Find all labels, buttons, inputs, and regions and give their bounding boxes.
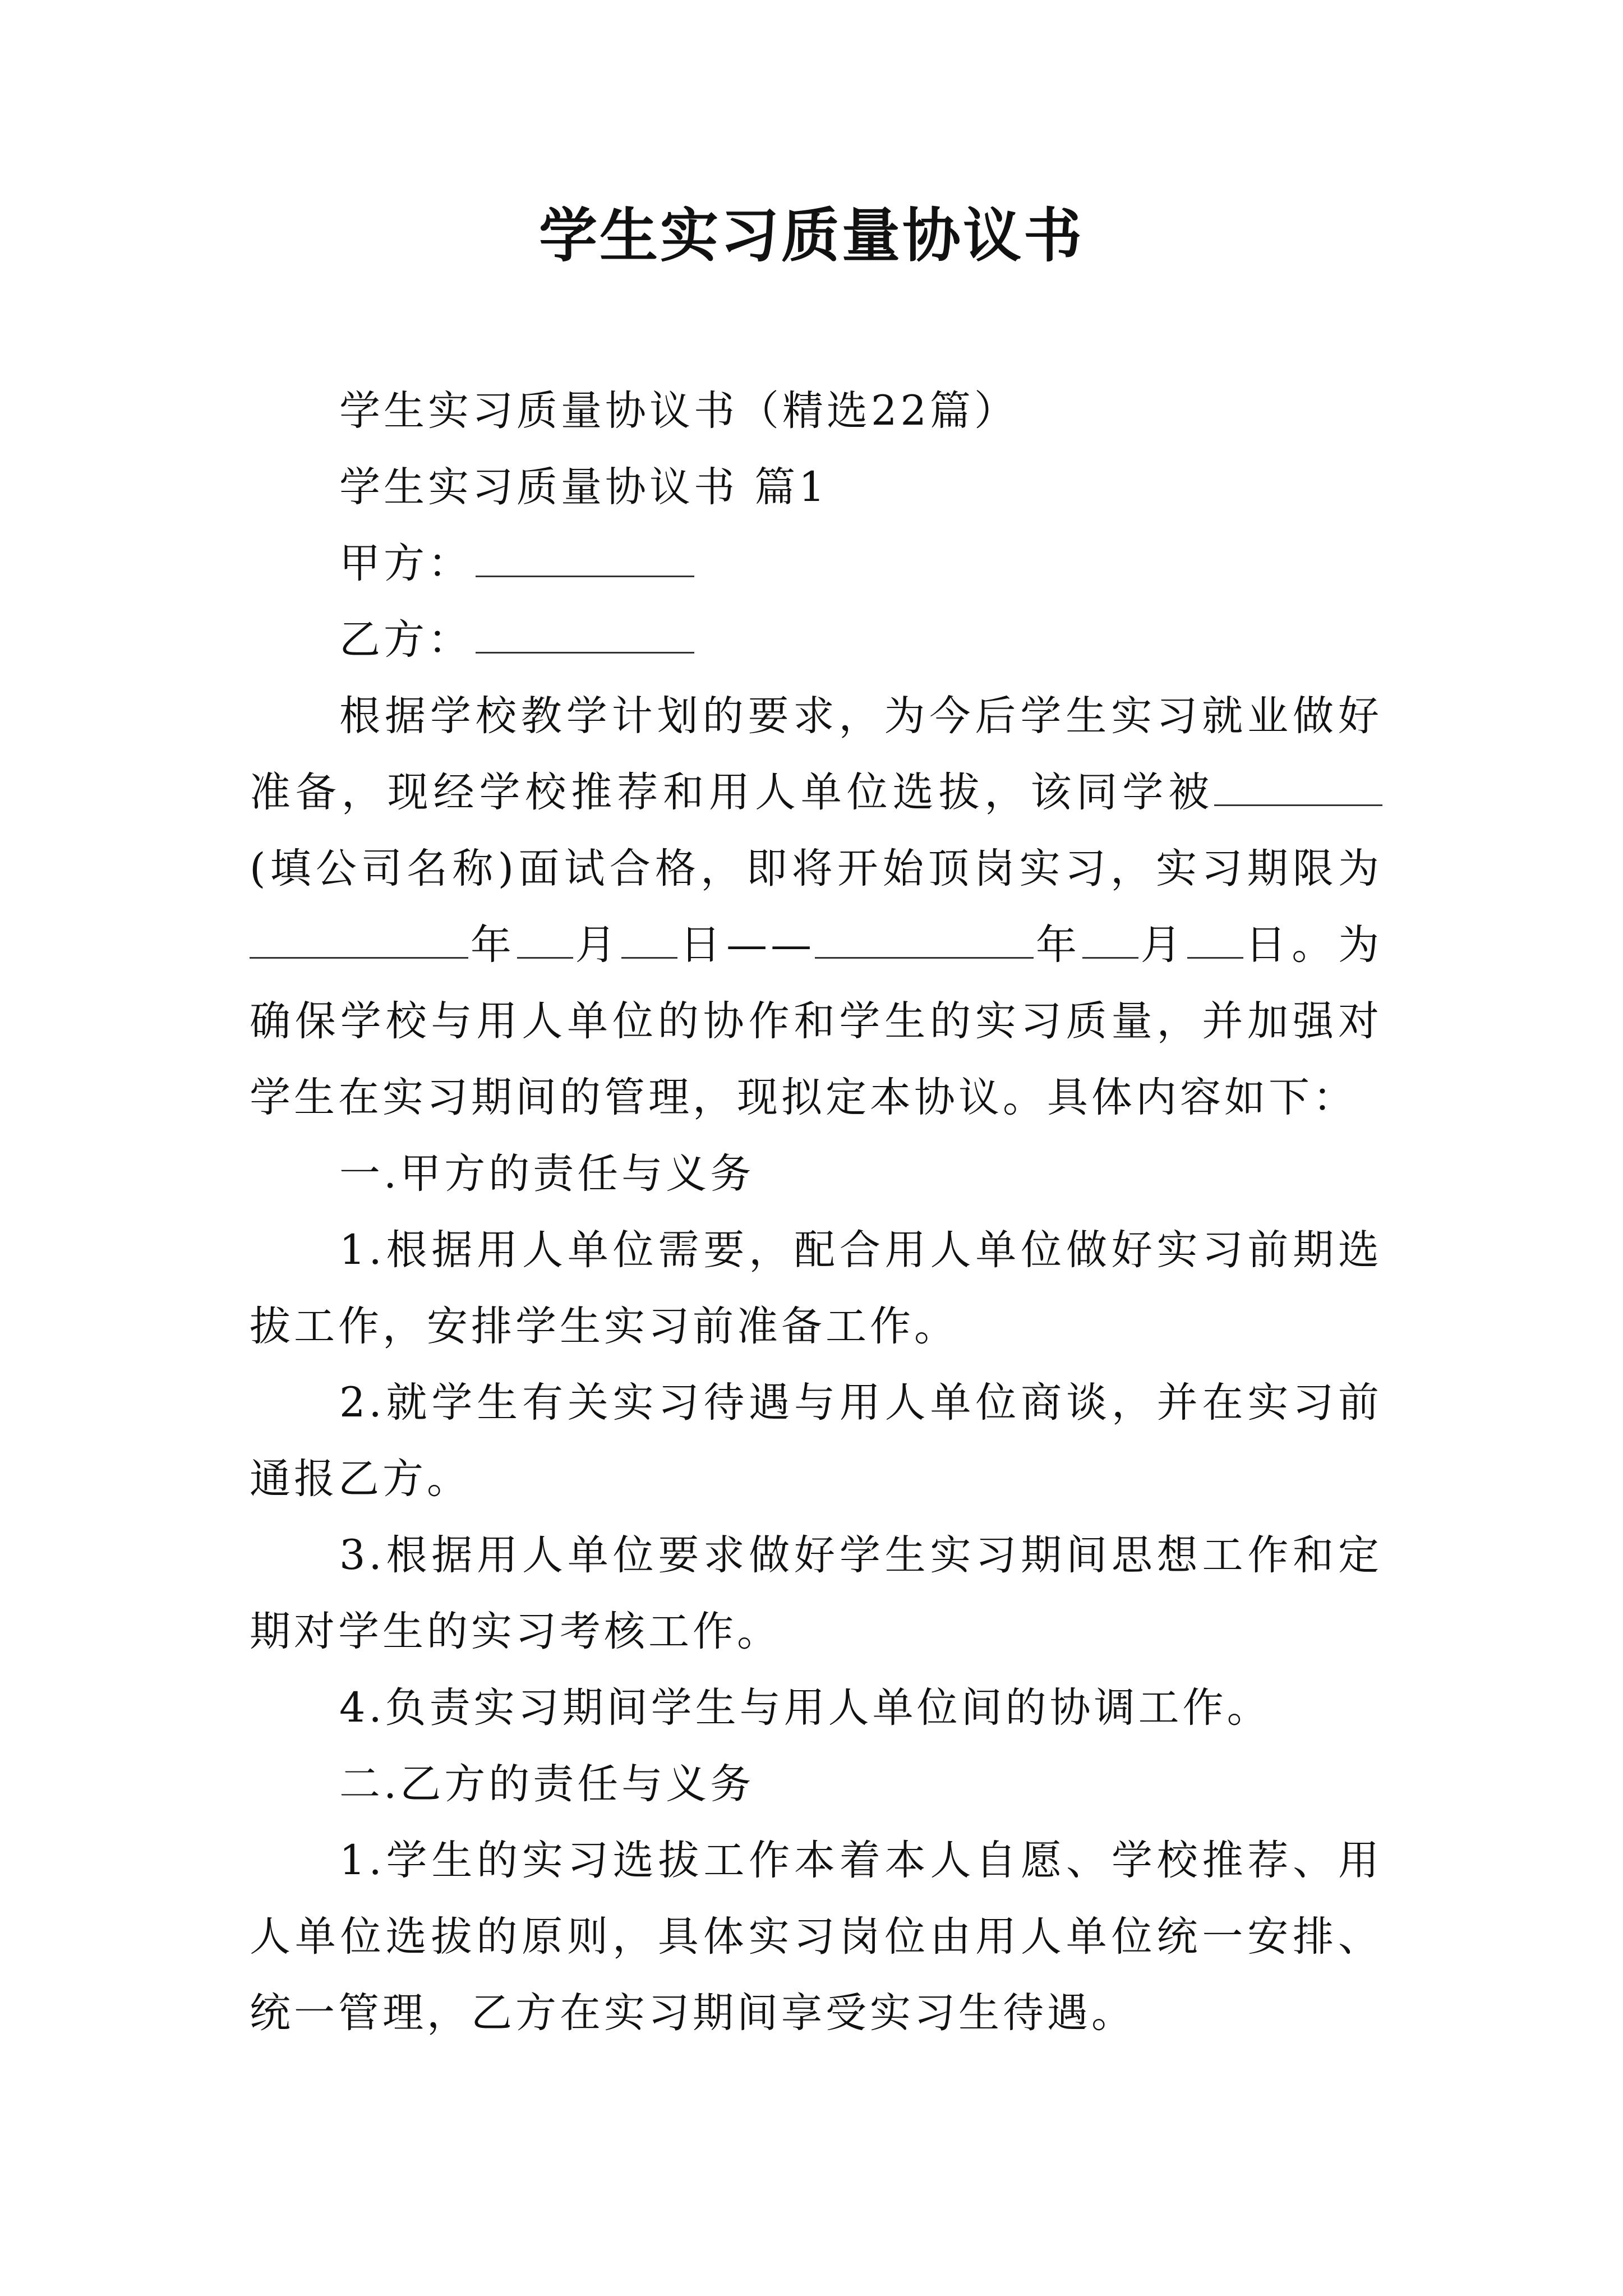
section-a-item: 3.根据用人单位要求做好学生实习期间思想工作和定期对学生的实习考核工作。 xyxy=(250,1531,1382,1655)
section-a-item: 1.根据用人单位需要，配合用人单位做好实习前期选拔工作，安排学生实习前准备工作。 xyxy=(250,1226,1382,1350)
company-name-blank xyxy=(1214,765,1382,806)
intro-paragraph xyxy=(250,678,1382,1136)
document-title: 学生实习质量协议书 xyxy=(538,201,1084,270)
day-label-2: 日。 xyxy=(1243,921,1339,969)
month-label-2: 月 xyxy=(1138,921,1187,969)
intro-part2: (填公司名称)面试合格，即将开始顶岗实习，实习期限为 xyxy=(250,845,1382,892)
party-a-blank xyxy=(476,536,694,577)
section-a-item: 2.就学生有关实习待遇与用人单位商谈，并在实习前通报乙方。 xyxy=(250,1379,1382,1503)
section-b-item: 1.学生的实习选拔工作本着本人自愿、学校推荐、用人单位选拔的原则，具体实习岗位由用人单位统一安排、统一管理，乙方在实习期间享受实习生待遇。 xyxy=(250,1837,1382,2037)
intro-part1: 根据学校教学计划的要求，为今后学生实习就业做好准备，现经学校推荐和用人单位选拔，该同学被 xyxy=(250,692,1382,816)
start-month-blank xyxy=(517,918,573,959)
end-month-blank xyxy=(1082,918,1138,959)
section-heading: 学生实习质量协议书 篇1 xyxy=(339,463,828,511)
document-subtitle: 学生实习质量协议书（精选22篇） xyxy=(339,387,1018,435)
party-a-label: 甲方： xyxy=(339,540,472,587)
start-day-blank xyxy=(621,918,677,959)
section-a-title: 一.甲方的责任与义务 xyxy=(339,1150,755,1198)
party-b-blank xyxy=(476,613,694,654)
document-body xyxy=(250,373,1382,2051)
start-year-blank xyxy=(250,918,468,959)
party-b-label: 乙方： xyxy=(339,616,472,664)
end-day-blank xyxy=(1187,918,1243,959)
year-label-1: 年 xyxy=(468,921,517,969)
party-b-line xyxy=(250,602,1382,678)
day-label-1: 日—— xyxy=(677,921,815,969)
party-a-line xyxy=(250,526,1382,602)
month-label-1: 月 xyxy=(573,921,622,969)
intro-part3: 为确保学校与用人单位的协作和学生的实习质量，并加强对学生在实习期间的管理，现拟定本协议。具体内容如下： xyxy=(250,921,1383,1121)
section-b-title: 二.乙方的责任与义务 xyxy=(339,1760,755,1808)
year-label-2: 年 xyxy=(1034,921,1082,969)
section-a-item: 4.负责实习期间学生与用人单位间的协调工作。 xyxy=(339,1684,1271,1732)
end-year-blank xyxy=(815,918,1034,959)
